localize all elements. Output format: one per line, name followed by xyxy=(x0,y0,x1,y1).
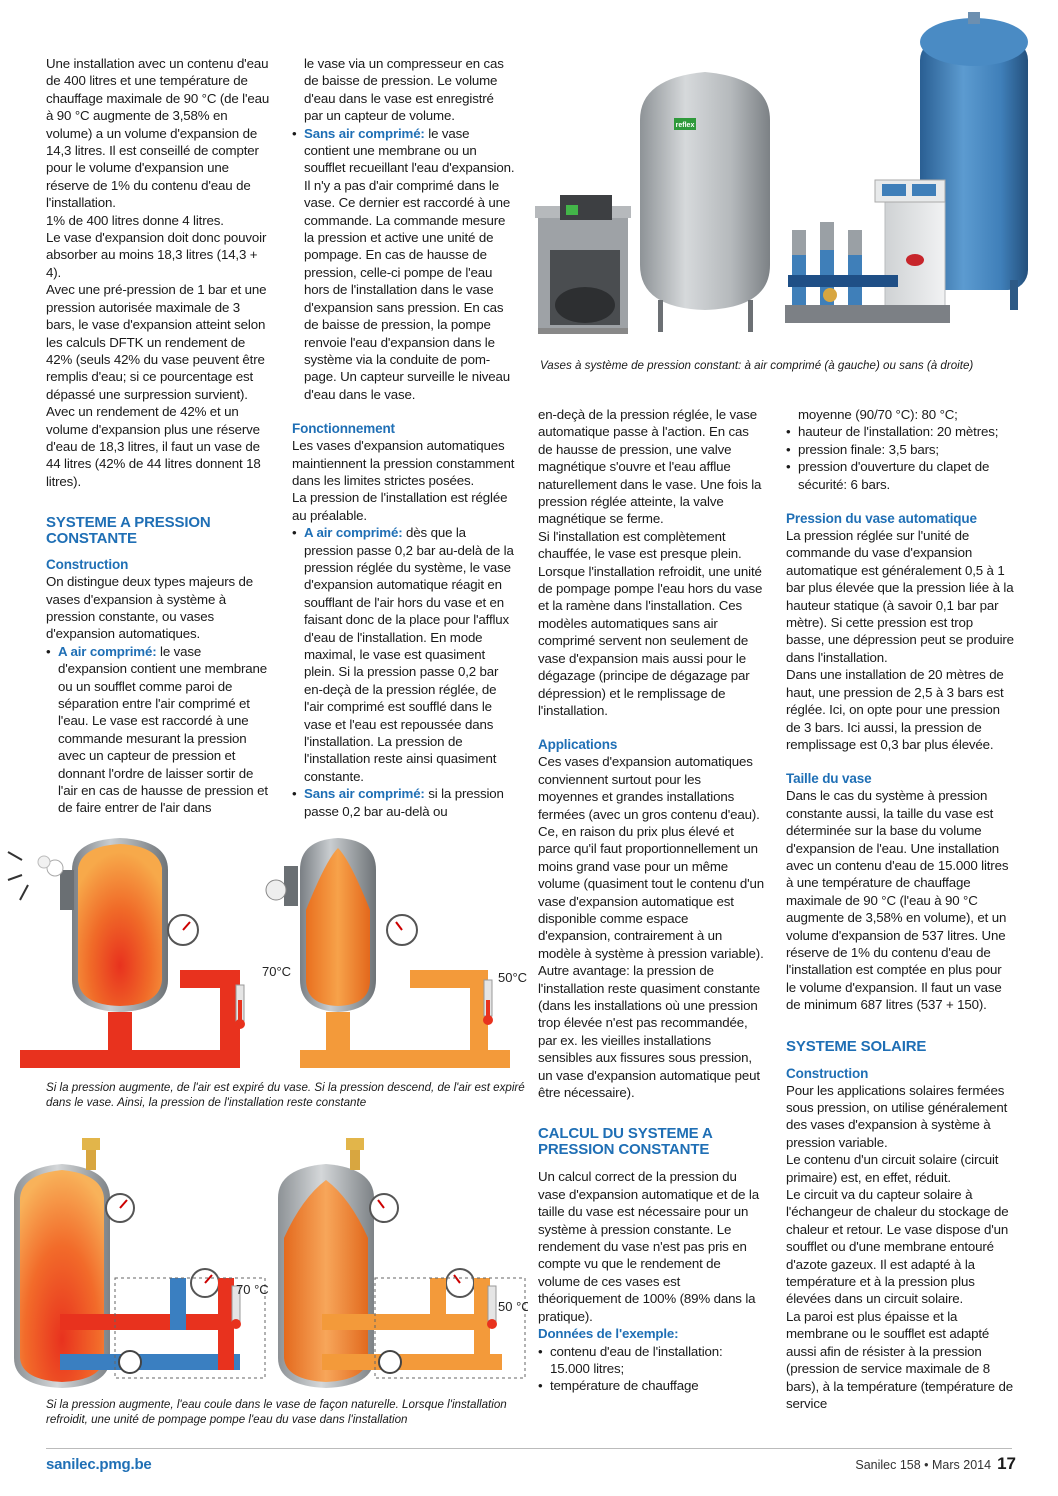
product-photo xyxy=(530,10,1048,355)
subheading: Construction xyxy=(46,557,129,573)
paragraph: La pression réglée sur l'unité de commande du vase d'expansion automatique est généralement 0,5 à 1 bar plus élevée que la pression liée à la hauteur statique (à savoir 0,1 bar par mètre). Si cette pression est trop basse, une dépression peut se produire dans l'installation. xyxy=(786,528,1014,665)
section-heading: CALCUL DU SYSTEME A PRESSION CONSTANTE xyxy=(538,1125,713,1159)
paragraph: Avec un rendement de 42% et un volume d'expansion plus une réserve d'eau de 18,3 litres, il faut un vase de 44 litres (42% de 44 litres donnent 18 litres). xyxy=(46,404,261,489)
pump-icon xyxy=(379,1351,401,1373)
bullet-text: si la pression passe 0,2 bar au-delà ou xyxy=(304,786,504,819)
paragraph: Un calcul correct de la pression du vase d'expansion automatique et de la taille du vase est nécessaire pour un système à pression constante. Le rendement du vase n'est pas pris en compte vu que le rendement de volume de ces vases est théoriquement de 100% (89% dans la pratique). xyxy=(538,1169,759,1324)
left-vessel xyxy=(14,1138,219,1388)
list-item xyxy=(292,524,516,785)
data-label: Données de l'exemple: xyxy=(538,1326,679,1342)
paragraph: en-deçà de la pression réglée, le vase automatique passe à l'action. En cas de hausse de pression, une valve magnétique s'ouvre et l'eau afflue naturellement dans le vase. Une fois la pression réglée atteinte, la valve magnétique se ferme. xyxy=(538,407,762,527)
list-item xyxy=(292,785,516,820)
list-item xyxy=(292,125,516,404)
text-column-3 xyxy=(538,406,764,1395)
paragraph: 1% de 400 litres donne 4 litres. xyxy=(46,212,224,228)
temperature-label: 50°C xyxy=(498,970,528,985)
subheading: Construction xyxy=(786,1065,869,1081)
bullet-list xyxy=(292,125,516,404)
paragraph: Pour les applications solaires fermées sous pression, on utilise généralement des vases d'expansion à système à pression variable. xyxy=(786,1082,1008,1150)
list-item: • hauteur de l'installation: 20 mètres; xyxy=(786,423,1014,440)
thermometer-icon xyxy=(488,1286,496,1322)
bullet-label: Sans air comprimé: xyxy=(304,786,425,802)
diagram-compressed-air xyxy=(0,830,528,1075)
list-item: • température de chauffage xyxy=(538,1377,764,1394)
paragraph: Ces vases d'expansion automatiques conviennent surtout pour les moyennes et grandes installations fermées (avec un gros contenu d'eau). xyxy=(538,754,760,822)
paragraph: La pression de l'installation est réglée au préalable. xyxy=(292,490,508,523)
list-item: • contenu d'eau de l'installation: 15.000 litres; xyxy=(538,1343,764,1378)
photo-caption: Vases à système de pression constant: à air comprimé (à gauche) ou sans (à droite) xyxy=(540,359,974,372)
list-item: • pression finale: 3,5 bars; xyxy=(786,441,1014,458)
section-heading: SYSTEME A PRESSION CONSTANTE xyxy=(46,514,211,548)
bullet-list xyxy=(538,1343,764,1395)
bullet-text: le vase d'expansion contient une membrane ou un soufflet comme paroi de séparation entre l'air comprimé et l'eau. Le vase est raccordé à une commande mesurant la pression avec un capteur de pression et donnant l'ordre de laisser sortir de l'air en cas de hausse de pression et de faire entrer de l'air dans xyxy=(58,643,268,816)
text-column-1 xyxy=(46,55,270,817)
paragraph: Une installation avec un contenu d'eau de 400 litres et une température de chauffage maximale de 90 °C (de l'eau à 90 °C augmente de 3,58% en volume) a un volume d'expansion de 14,3 litres. Il est conseillé de compter pour le volume d'expansion une réserve de 1% du contenu d'eau de l'installation. xyxy=(46,56,270,211)
brand-label: reflex xyxy=(675,122,695,129)
paragraph: moyenne (90/70 °C): 80 °C; xyxy=(798,407,958,422)
bullet-list xyxy=(292,524,516,820)
footer-site-link[interactable]: sanilec.pmg.be xyxy=(46,1456,152,1473)
bullet-list xyxy=(786,423,1014,493)
paragraph: Si l'installation est complètement chauffée, le vase est presque plein. Lorsque l'installation refroidit, une unité de pompage pompe l'eau hors du vase et la ramène dans l'installation. Ces modèles automatiques sans air comprimé servent non seulement de vase d'expansion mais aussi pour le dégazage (principe de dégazage par dépression) et le remplissage de l'installation. xyxy=(538,528,763,718)
diagram-caption: Si la pression augmente, l'eau coule dans le vase de façon naturelle. Lorsque l'installation refroidit, une unité de pompage pompe l'eau du vase dans l'installation xyxy=(46,1398,507,1426)
subheading: Fonctionnement xyxy=(292,421,395,437)
temperature-label: 70°C xyxy=(262,964,292,979)
bullet-label: Sans air comprimé: xyxy=(304,125,425,141)
diagram-caption: Si la pression augmente, de l'air est expiré du vase. Si la pression descend, de l'air est expiré dans le vase. Ainsi, la pression de l'installation reste constante xyxy=(46,1081,525,1109)
paragraph: La paroi est plus épaisse et la membrane ou le soufflet est adapté aussi afin de résister à la pression (pression de service maximale de 8 bars), à la température (température de service xyxy=(786,1308,1013,1411)
paragraph: Ce, en raison du prix plus élevé et parce qu'il faut proportionnellement un moins grand vase pour un même volume (quasiment tout le contenu d'un vase d'expansion automatique est disponible comme espace d'expansion, contrairement à un modèle à système à pression variable). Autre avantage: la pression de l'installation reste quasiment constante (dans les installations où une pression trop élevée n'est pas recommandée, par ex. les vieilles installations sensibles aux fissures sous pression, un vase d'expansion automatique peut être nécessaire). xyxy=(538,823,764,1101)
paragraph: Le contenu d'un circuit solaire (circuit primaire) est, en effet, réduit. xyxy=(786,1152,999,1185)
list-item: • pression d'ouverture du clapet de sécurité: 6 bars. xyxy=(786,458,1014,493)
temperature-label: 50 °C xyxy=(498,1299,528,1314)
bullet-label: A air comprimé: xyxy=(58,643,157,659)
subheading: Applications xyxy=(538,737,618,753)
text-column-4 xyxy=(786,406,1014,1412)
paragraph: Avec une pré-pression de 1 bar et une pression autorisée maximale de 3 bars, le vase d'expansion atteint selon les calculs DFTK un rendement de 42% (seuls 42% du vase peuvent être remplis d'eau; si ce pourcentage est dépassé une surpression survient). xyxy=(46,282,267,402)
paragraph: Les vases d'expansion automatiques maintiennent la pression constamment dans les limites strictes posées. xyxy=(292,438,515,488)
paragraph: Dans le cas du système à pression constante aussi, la taille du vase est déterminée sur la base du volume d'expansion de l'eau. Une installation avec un contenu d'eau de 15.000 litres à une température de chauffage maximale de 90 °C (l'eau à 90 °C augmente de 3,58% en volume), et un volume d'expansion de 537 litres. Une réserve de 1% du contenu d'eau de l'installation est comptée en plus pour le volume d'expansion. Il faut un vase de minimum 687 litres (537 + 150). xyxy=(786,788,1009,1013)
paragraph: On distingue deux types majeurs de vases d'expansion à système à pression constante, ou vases d'expansion automatiques. xyxy=(46,574,254,642)
paragraph: Dans une installation de 20 mètres de haut, une pression de 2,5 à 3 bars est réglée. Ici, on opte pour une pression de 3 bars. Ici aussi, la pression de remplissage est 0,3 bar plus élevée. xyxy=(786,667,1004,752)
footer-rule xyxy=(46,1448,1012,1449)
diagram-without-compressed-air xyxy=(0,1128,528,1390)
list-item xyxy=(46,643,270,817)
left-vessel xyxy=(8,838,198,1012)
bullet-text: le vase contient une membrane ou un soufflet recueillant l'eau d'expansion. Il n'y a pas d'air comprimé dans le vase. Ce dernier est raccordé à une commande. La commande mesure la pression et active une unité de pompage. En cas de hausse de pression, celle-ci pompe de l'eau hors de l'installation dans le vase d'expansion sans pression. En cas de baisse de pression, la pompe renvoie l'eau d'expansion dans le système via la conduite de pom-page. Un capteur surveille le niveau d'eau dans le vase. xyxy=(304,125,515,402)
section-heading: SYSTEME SOLAIRE xyxy=(786,1037,927,1055)
expansion-vessels-illustration xyxy=(530,10,1048,355)
right-vessel xyxy=(266,838,417,1012)
footer-issue xyxy=(855,1454,1016,1474)
paragraph: Le circuit va du capteur solaire à l'échangeur de chaleur du stockage de chaleur et retour. Le vase dispose d'un soufflet ou d'une membrane entouré d'azote gazeux. Il est adapté à la température et à la pression plus élevées dans un circuit solaire. xyxy=(786,1187,1009,1307)
right-vessel xyxy=(278,1138,474,1388)
text-column-2 xyxy=(292,55,516,820)
subheading: Taille du vase xyxy=(786,771,872,787)
paragraph: le vase via un compresseur en cas de baisse de pression. Le volume d'eau dans le vase est enregistré par un capteur de volume. xyxy=(304,56,504,124)
issue-label: Sanilec 158 • Mars 2014 xyxy=(855,1458,992,1472)
temperature-label: 70 °C xyxy=(236,1282,269,1297)
bullet-label: A air comprimé: xyxy=(304,525,403,541)
pump-icon xyxy=(119,1351,141,1373)
paragraph: Le vase d'expansion doit donc pouvoir absorber au moins 18,3 litres (14,3 + 4). xyxy=(46,230,267,280)
bullet-text: dès que la pression passe 0,2 bar au-delà de la pression réglée du système, le vase d'expansion automatique réagit en soufflant de l'air hors du vase et en faisant donc de la place pour l'afflux d'eau de l'installation. En mode maximal, le vase est quasiment plein. Si la pression passe 0,2 bar en-deçà de la pression réglée, de l'air comprimé est soufflé dans le vase et l'eau est repoussée dans l'installation. La pression de l'installation reste ainsi quasiment constante. xyxy=(304,525,514,784)
page-number: 17 xyxy=(997,1454,1016,1473)
bullet-list xyxy=(46,643,270,817)
subheading: Pression du vase automatique xyxy=(786,511,977,527)
